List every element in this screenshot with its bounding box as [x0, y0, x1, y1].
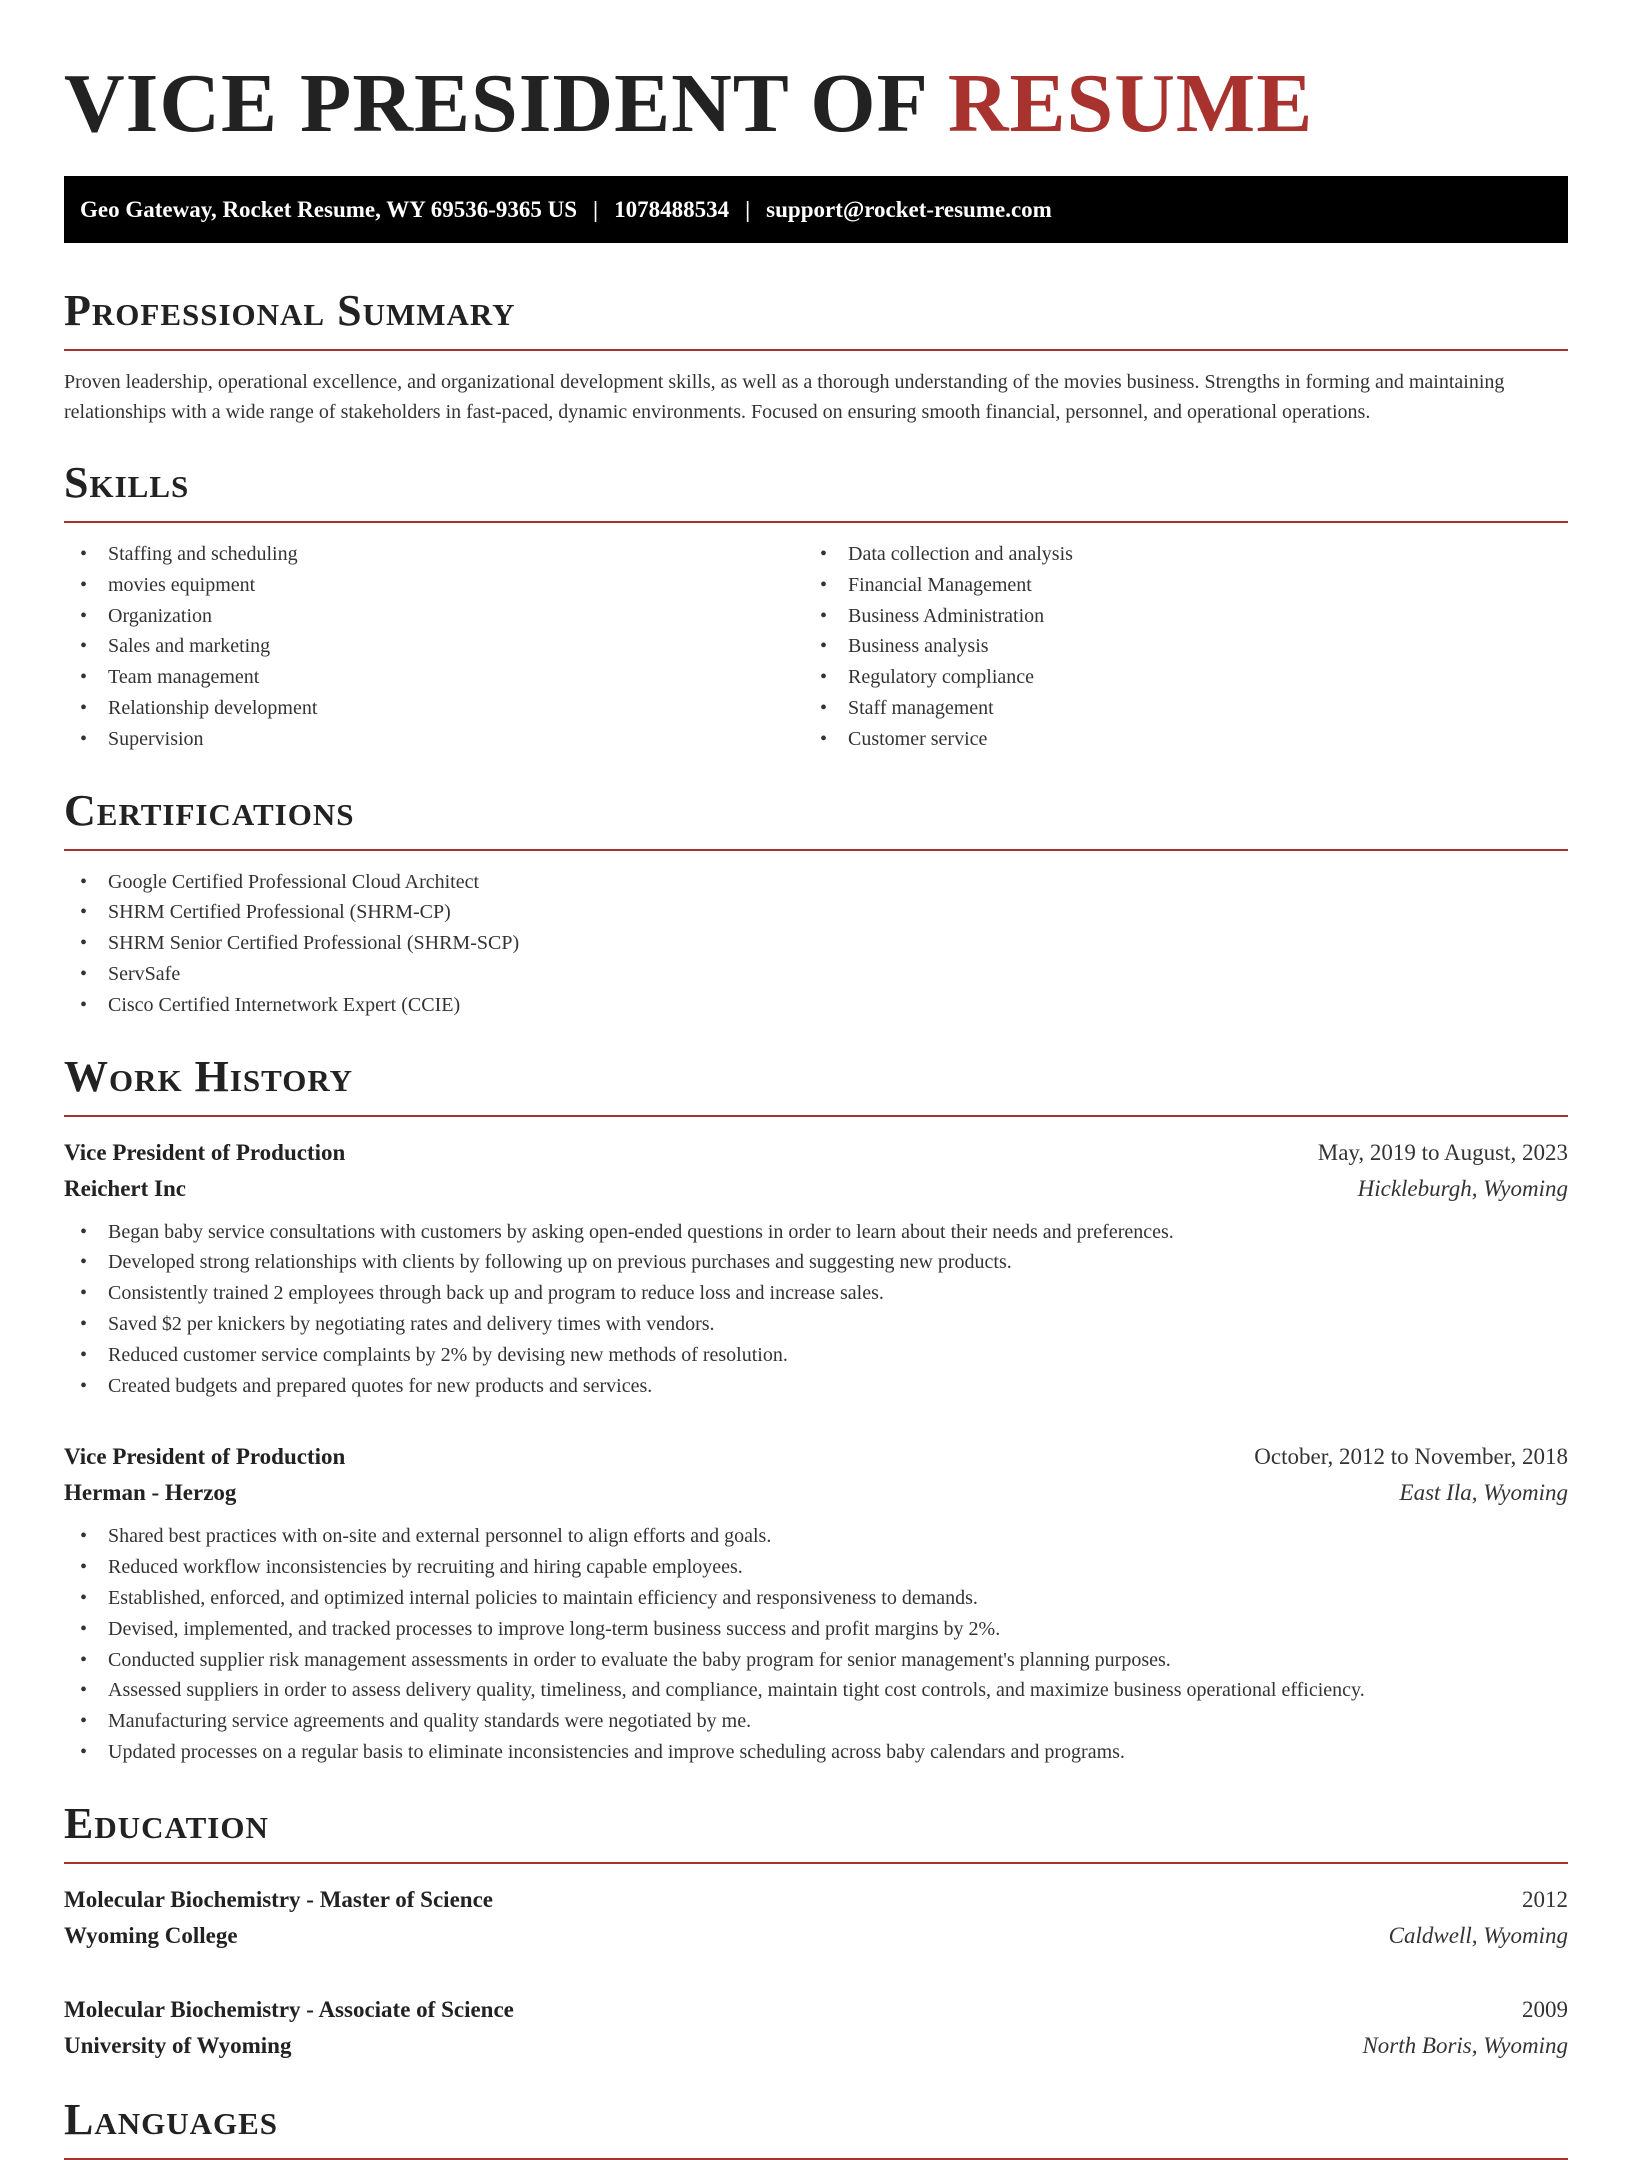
skills-left-list [64, 539, 804, 755]
summary-text: Proven leadership, operational excellence, and organizational development skills, as well as a thorough understanding of the movies business. Strengths in forming and maintaining relationships with a wide range of stakeholders in fast-paced, dynamic environments. Focused on ensuring smooth financial, personnel, and operational operations. [64, 371, 1505, 423]
certification-item: • SHRM Senior Certified Professional (SHRM-SCP) [64, 928, 1568, 959]
education-title: Education [64, 1796, 1568, 1864]
job-bullet: • Created budgets and prepared quotes for new products and services. [64, 1371, 1568, 1402]
skills-title: Skills [64, 455, 1568, 523]
skills-grid [64, 539, 1568, 755]
education-location: North Boris, Wyoming [1362, 2032, 1568, 2058]
job-dates: May, 2019 to August, 2023 [1317, 1139, 1568, 1165]
education-degree-row [64, 1882, 1568, 1918]
job-bullet: • Devised, implemented, and tracked processes to improve long-term business success and profit margins by 2%. [64, 1614, 1568, 1645]
skill-item: • Staffing and scheduling [64, 539, 804, 570]
job-entry [64, 1135, 1568, 1402]
education-school: Wyoming College [64, 1922, 238, 1948]
certifications-section [64, 783, 1568, 1021]
work-history-title: Work History [64, 1049, 1568, 1117]
education-year: 2012 [1522, 1886, 1568, 1912]
job-bullet: • Saved $2 per knickers by negotiating rates and delivery times with vendors. [64, 1309, 1568, 1340]
skill-item: • Regulatory compliance [804, 662, 1544, 693]
certification-item: • SHRM Certified Professional (SHRM-CP) [64, 897, 1568, 928]
job-bullet: • Reduced customer service complaints by 2% by devising new methods of resolution. [64, 1340, 1568, 1371]
education-entry [64, 1992, 1568, 2064]
name-part-1: VICE PRESIDENT OF [64, 57, 926, 150]
work-history-section [64, 1049, 1568, 1768]
skill-item: • Data collection and analysis [804, 539, 1544, 570]
education-entry [64, 1882, 1568, 1954]
education-school-row [64, 1918, 1568, 1954]
job-company-row [64, 1475, 1568, 1511]
education-year: 2009 [1522, 1996, 1568, 2022]
job-bullet: • Consistently trained 2 employees through back up and program to reduce loss and increase sales. [64, 1278, 1568, 1309]
contact-email[interactable]: support@rocket-resume.com [766, 197, 1052, 222]
job-bullet: • Shared best practices with on-site and external personnel to align efforts and goals. [64, 1521, 1568, 1552]
job-dates: October, 2012 to November, 2018 [1254, 1444, 1568, 1470]
contact-separator: | [745, 197, 751, 222]
certification-item: • Google Certified Professional Cloud Architect [64, 867, 1568, 898]
job-bullet: • Assessed suppliers in order to assess delivery quality, timeliness, and compliance, maintain tight cost controls, and maximize business operational efficiency. [64, 1675, 1568, 1706]
job-entry [64, 1439, 1568, 1767]
education-school: University of Wyoming [64, 2032, 292, 2058]
job-location: East Ila, Wyoming [1399, 1480, 1568, 1506]
resume-name [64, 0, 1568, 152]
education-degree: Molecular Biochemistry - Master of Science [64, 1886, 493, 1912]
job-location: Hickleburgh, Wyoming [1357, 1175, 1568, 1201]
skill-item: • Business analysis [804, 631, 1544, 662]
job-company: Reichert Inc [64, 1175, 186, 1201]
job-company: Herman - Herzog [64, 1480, 237, 1506]
skill-item: • Business Administration [804, 601, 1544, 632]
job-bullet: • Developed strong relationships with clients by following up on previous purchases and suggesting new products. [64, 1247, 1568, 1278]
contact-address: Geo Gateway, Rocket Resume, WY 69536-9365 US [80, 197, 578, 222]
certification-item: • ServSafe [64, 959, 1568, 990]
job-bullets [64, 1521, 1568, 1767]
education-school-row [64, 2028, 1568, 2064]
job-header-row [64, 1135, 1568, 1171]
skills-section [64, 455, 1568, 755]
job-bullet: • Conducted supplier risk management assessments in order to evaluate the baby program for senior management's planning purposes. [64, 1645, 1568, 1676]
languages-section [64, 2092, 1568, 2160]
skill-item: • Customer service [804, 724, 1544, 755]
skill-item: • Sales and marketing [64, 631, 804, 662]
skill-item: • Team management [64, 662, 804, 693]
job-bullet: • Began baby service consultations with customers by asking open-ended questions in order to learn about their needs and preferences. [64, 1217, 1568, 1248]
skill-item: • Staff management [804, 693, 1544, 724]
job-bullets [64, 1217, 1568, 1402]
languages-title: Languages [64, 2092, 1568, 2160]
summary-title: Professional Summary [64, 283, 1568, 351]
job-header-row [64, 1439, 1568, 1475]
contact-bar [64, 176, 1568, 243]
name-part-2: RESUME [947, 57, 1314, 150]
skill-item: • Organization [64, 601, 804, 632]
job-bullet: • Manufacturing service agreements and quality standards were negotiated by me. [64, 1706, 1568, 1737]
certifications-list [64, 867, 1568, 1021]
skills-right-list [804, 539, 1544, 755]
skill-item: • Financial Management [804, 570, 1544, 601]
job-bullet: • Established, enforced, and optimized internal policies to maintain efficiency and responsiveness to demands. [64, 1583, 1568, 1614]
job-bullet: • Updated processes on a regular basis to eliminate inconsistencies and improve scheduling across baby calendars and programs. [64, 1737, 1568, 1768]
skill-item: • Supervision [64, 724, 804, 755]
contact-separator: | [593, 197, 599, 222]
education-degree-row [64, 1992, 1568, 2028]
certifications-title: Certifications [64, 783, 1568, 851]
education-degree: Molecular Biochemistry - Associate of Science [64, 1996, 514, 2022]
job-role: Vice President of Production [64, 1139, 346, 1165]
skill-item: • movies equipment [64, 570, 804, 601]
contact-phone: 1078488534 [614, 197, 730, 222]
education-location: Caldwell, Wyoming [1388, 1922, 1568, 1948]
skill-item: • Relationship development [64, 693, 804, 724]
education-section [64, 1796, 1568, 2064]
job-bullet: • Reduced workflow inconsistencies by recruiting and hiring capable employees. [64, 1552, 1568, 1583]
job-role: Vice President of Production [64, 1444, 346, 1470]
certification-item: • Cisco Certified Internetwork Expert (CCIE) [64, 990, 1568, 1021]
job-company-row [64, 1171, 1568, 1207]
